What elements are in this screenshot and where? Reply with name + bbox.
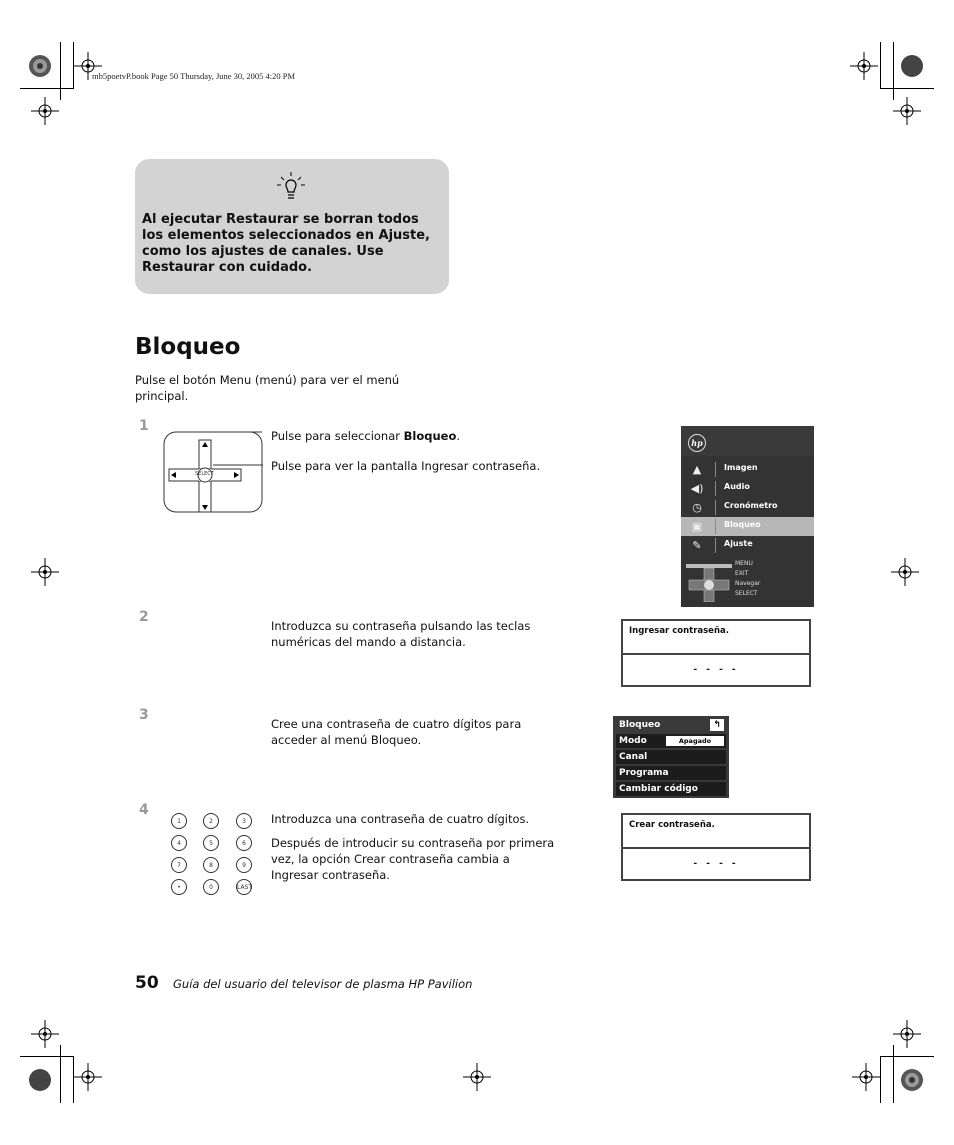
- key-3[interactable]: 3: [236, 813, 252, 829]
- key-5[interactable]: 5: [203, 835, 219, 851]
- crosshair-icon: [891, 558, 919, 586]
- key-4[interactable]: 4: [171, 835, 187, 851]
- crosshair-icon: [850, 52, 878, 80]
- key-last[interactable]: LAST: [236, 879, 252, 895]
- step-2-text: Introduzca su contraseña pulsando las teclas numéricas del mando a distancia.: [271, 619, 531, 649]
- crosshair-icon: [893, 97, 921, 125]
- tip-text: Al ejecutar Restaurar se borran todos los elementos seleccionados en Ajuste, como los ajustes de canales. Use Restaurar con cuidado.: [142, 212, 430, 275]
- modo-value[interactable]: Apagado: [666, 736, 724, 746]
- step-number: 4: [139, 802, 149, 818]
- key-7[interactable]: 7: [171, 857, 187, 873]
- step-number: 2: [139, 609, 149, 625]
- create-password-header: Crear contraseña.: [629, 820, 715, 830]
- crosshair-icon: [463, 1063, 491, 1091]
- crosshair-icon: [893, 1020, 921, 1048]
- step-number: 1: [139, 418, 149, 434]
- back-icon[interactable]: ↰: [710, 719, 724, 731]
- bloqueo-row-cambiar-codigo[interactable]: Cambiar código: [616, 782, 726, 796]
- key-dot[interactable]: •: [171, 879, 187, 895]
- lock-icon: ▣: [691, 520, 703, 533]
- key-9[interactable]: 9: [236, 857, 252, 873]
- nav-label-exit: EXIT: [735, 570, 749, 577]
- password-entry-box: [621, 619, 811, 687]
- hp-logo: hp: [688, 434, 706, 452]
- lightbulb-icon: [276, 171, 306, 205]
- nav-label-navegar: Navegar: [735, 580, 761, 587]
- picture-icon: ▲: [692, 463, 702, 476]
- step-number: 3: [139, 707, 149, 723]
- key-2[interactable]: 2: [203, 813, 219, 829]
- menu-item-imagen[interactable]: ▲ Imagen: [681, 460, 814, 479]
- crosshair-icon: [74, 1063, 102, 1091]
- nav-label-select: SELECT: [735, 590, 758, 597]
- password-header: Ingresar contraseña.: [629, 626, 729, 636]
- key-1[interactable]: 1: [171, 813, 187, 829]
- speaker-icon: ◀): [690, 482, 704, 495]
- crosshair-icon: [31, 558, 59, 586]
- page-number: 50: [135, 973, 159, 993]
- registration-mark-icon: [26, 52, 54, 80]
- menu-item-cronometro[interactable]: ◷ Cronómetro: [681, 498, 814, 517]
- bloqueo-row-canal[interactable]: Canal: [616, 750, 726, 764]
- menu-item-audio[interactable]: ◀) Audio: [681, 479, 814, 498]
- create-password-box: [621, 813, 811, 881]
- hp-main-menu: [681, 426, 814, 607]
- menu-item-bloqueo[interactable]: ▣ Bloqueo: [681, 517, 814, 536]
- registration-mark-icon: [898, 52, 926, 80]
- crosshair-icon: [31, 97, 59, 125]
- key-6[interactable]: 6: [236, 835, 252, 851]
- registration-mark-icon: [898, 1066, 926, 1094]
- bloqueo-menu-title: Bloqueo ↰: [616, 718, 726, 732]
- footer-text: Guía del usuario del televisor de plasma HP Pavilion: [173, 977, 473, 991]
- password-mask[interactable]: - - - -: [693, 665, 739, 675]
- bloqueo-row-modo[interactable]: Modo Apagado: [616, 734, 726, 748]
- menu-item-ajuste[interactable]: ✎ Ajuste: [681, 536, 814, 555]
- bloqueo-row-programa[interactable]: Programa: [616, 766, 726, 780]
- crosshair-icon: [31, 1020, 59, 1048]
- timer-icon: ◷: [692, 501, 702, 514]
- key-8[interactable]: 8: [203, 857, 219, 873]
- key-0[interactable]: 0: [203, 879, 219, 895]
- step-3-text: Cree una contraseña de cuatro dígitos para acceder al menú Bloqueo.: [271, 717, 522, 747]
- step-1-line-1: Pulse para seleccionar Bloqueo.: [271, 429, 461, 443]
- slug-line: mb5poetvP.book Page 50 Thursday, June 30, 2005 4:20 PM: [92, 71, 296, 81]
- page-title: Bloqueo: [135, 334, 241, 360]
- bloqueo-menu: [613, 716, 729, 798]
- nav-dpad-icon: [686, 562, 734, 602]
- registration-mark-icon: [26, 1066, 54, 1094]
- wrench-icon: ✎: [692, 539, 702, 552]
- create-password-mask[interactable]: - - - -: [693, 859, 739, 869]
- step-1-line-2: Pulse para ver la pantalla Ingresar contraseña.: [271, 459, 541, 473]
- nav-label-menu: MENU: [735, 560, 753, 567]
- intro-text: Pulse el botón Menu (menú) para ver el menú principal.: [135, 373, 400, 403]
- crosshair-icon: [852, 1063, 880, 1091]
- step-4-line-1: Introduzca una contraseña de cuatro dígitos.: [271, 812, 530, 826]
- remote-select-label: SELECT: [195, 471, 214, 477]
- step-4-line-2: Después de introducir su contraseña por primera vez, la opción Crear contraseña cambia a Ingresar contraseña.: [271, 836, 555, 882]
